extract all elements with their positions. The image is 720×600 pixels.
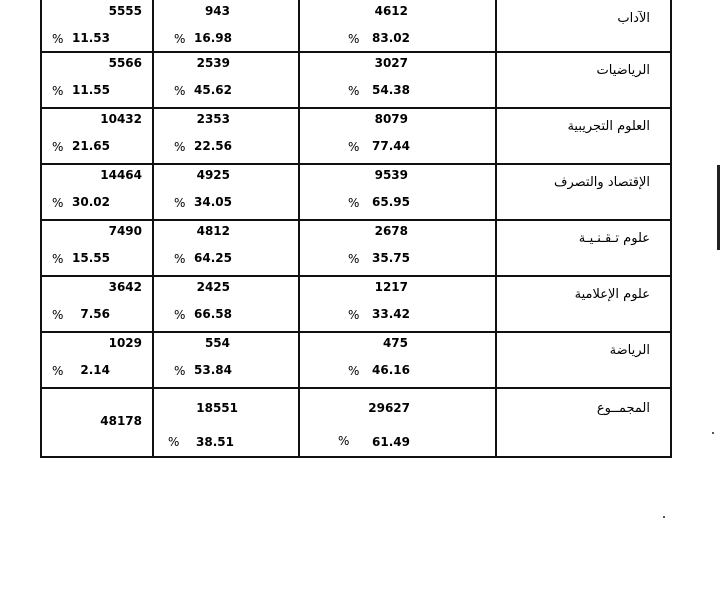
total-row-label: المجمــوع bbox=[596, 401, 650, 416]
percent-sign: % bbox=[348, 196, 360, 210]
row-separator bbox=[40, 275, 672, 277]
col3-percent: 65.95 bbox=[372, 195, 410, 209]
table-divider-2 bbox=[298, 0, 300, 458]
row-separator bbox=[40, 219, 672, 221]
percent-sign: % bbox=[174, 308, 186, 322]
col3-count: 4612 bbox=[374, 4, 408, 18]
row-label: علوم تـقـنـيـة bbox=[578, 231, 650, 246]
total-percent: 21.65 bbox=[72, 139, 110, 153]
row-label: العلوم التجريبية bbox=[567, 119, 650, 134]
col2-percent: 66.58 bbox=[194, 307, 232, 321]
total-col2-count: 18551 bbox=[196, 401, 238, 415]
col2-count: 554 bbox=[204, 336, 230, 350]
col2-percent: 64.25 bbox=[194, 251, 232, 265]
total-count: 1029 bbox=[108, 336, 142, 350]
col3-percent: 77.44 bbox=[372, 139, 410, 153]
percent-sign: % bbox=[174, 140, 186, 154]
row-label: علوم الإعلامية bbox=[574, 287, 650, 302]
col2-count: 2539 bbox=[196, 56, 230, 70]
row-label: الرياضة bbox=[609, 343, 650, 358]
percent-sign: % bbox=[52, 308, 64, 322]
total-count: 7490 bbox=[108, 224, 142, 238]
total-col3-percent: 61.49 bbox=[372, 435, 410, 449]
total-percent: 11.55 bbox=[72, 83, 110, 97]
table-border-right bbox=[670, 0, 672, 458]
col2-count: 2425 bbox=[196, 280, 230, 294]
scan-speck bbox=[712, 432, 714, 434]
row-separator bbox=[40, 107, 672, 109]
col2-count: 2353 bbox=[196, 112, 230, 126]
total-percent: 15.55 bbox=[72, 251, 110, 265]
row-label: الآداب bbox=[617, 11, 650, 26]
col3-percent: 83.02 bbox=[372, 31, 410, 45]
table-border-bottom bbox=[40, 456, 672, 458]
percent-sign: % bbox=[52, 32, 64, 46]
total-count: 10432 bbox=[100, 112, 142, 126]
percent-sign: % bbox=[174, 32, 186, 46]
row-separator bbox=[40, 51, 672, 53]
total-percent: 11.53 bbox=[72, 31, 110, 45]
percent-sign: % bbox=[348, 364, 360, 378]
percent-sign: % bbox=[52, 364, 64, 378]
table-divider-1 bbox=[152, 0, 154, 458]
percent-sign: % bbox=[348, 32, 360, 46]
grand-total: 48178 bbox=[100, 414, 142, 428]
total-count: 3642 bbox=[108, 280, 142, 294]
col3-percent: 35.75 bbox=[372, 251, 410, 265]
col2-percent: 16.98 bbox=[194, 31, 232, 45]
total-count: 5555 bbox=[108, 4, 142, 18]
scan-speck bbox=[663, 516, 665, 518]
col2-count: 943 bbox=[204, 4, 230, 18]
total-percent: 7.56 bbox=[80, 307, 110, 321]
percent-sign: % bbox=[348, 140, 360, 154]
total-percent: 2.14 bbox=[80, 363, 110, 377]
col3-count: 2678 bbox=[374, 224, 408, 238]
col3-count: 3027 bbox=[374, 56, 408, 70]
row-separator bbox=[40, 331, 672, 333]
row-separator bbox=[40, 387, 672, 389]
col2-percent: 22.56 bbox=[194, 139, 232, 153]
col3-count: 8079 bbox=[374, 112, 408, 126]
col3-count: 1217 bbox=[374, 280, 408, 294]
col3-percent: 46.16 bbox=[372, 363, 410, 377]
total-count: 5566 bbox=[108, 56, 142, 70]
percent-sign: % bbox=[52, 196, 64, 210]
col2-percent: 53.84 bbox=[194, 363, 232, 377]
percent-sign: % bbox=[52, 140, 64, 154]
total-percent: 30.02 bbox=[72, 195, 110, 209]
statistics-table bbox=[40, 0, 672, 458]
table-border-left bbox=[40, 0, 42, 458]
row-separator bbox=[40, 163, 672, 165]
col2-percent: 45.62 bbox=[194, 83, 232, 97]
col2-count: 4812 bbox=[196, 224, 230, 238]
percent-sign: % bbox=[338, 434, 350, 448]
col3-percent: 33.42 bbox=[372, 307, 410, 321]
total-count: 14464 bbox=[100, 168, 142, 182]
table-divider-3 bbox=[495, 0, 497, 458]
col2-percent: 34.05 bbox=[194, 195, 232, 209]
total-col3-count: 29627 bbox=[368, 401, 410, 415]
col3-count: 475 bbox=[382, 336, 408, 350]
percent-sign: % bbox=[168, 435, 180, 449]
percent-sign: % bbox=[174, 84, 186, 98]
percent-sign: % bbox=[52, 84, 64, 98]
percent-sign: % bbox=[174, 196, 186, 210]
percent-sign: % bbox=[348, 252, 360, 266]
total-col2-percent: 38.51 bbox=[196, 435, 234, 449]
percent-sign: % bbox=[348, 84, 360, 98]
percent-sign: % bbox=[52, 252, 64, 266]
col3-count: 9539 bbox=[374, 168, 408, 182]
row-label: الرياضيات bbox=[596, 63, 650, 78]
col2-count: 4925 bbox=[196, 168, 230, 182]
col3-percent: 54.38 bbox=[372, 83, 410, 97]
row-label: الإقتصاد والتصرف bbox=[553, 175, 650, 190]
percent-sign: % bbox=[348, 308, 360, 322]
percent-sign: % bbox=[174, 364, 186, 378]
percent-sign: % bbox=[174, 252, 186, 266]
